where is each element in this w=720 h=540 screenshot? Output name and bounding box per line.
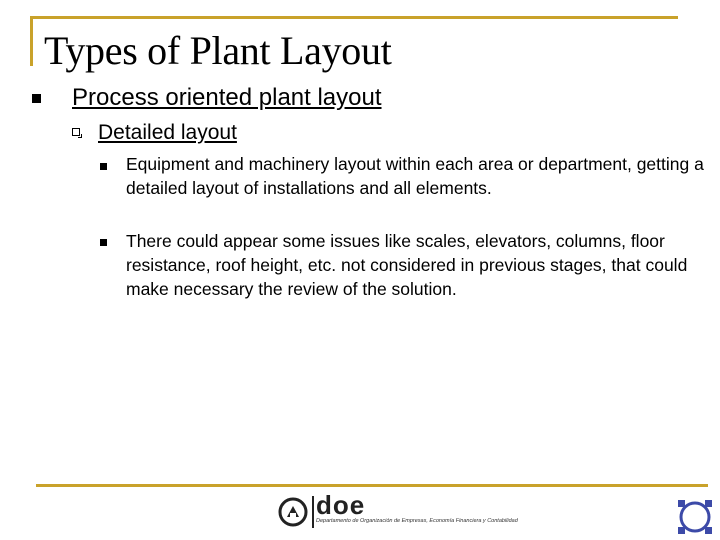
footer-line — [36, 484, 708, 487]
level3-item: Equipment and machinery layout within each area or department, getting a detailed layout of installations and all elements. — [126, 154, 704, 198]
title-frame-top-line — [30, 16, 678, 19]
department-logo — [278, 490, 518, 529]
logo-separator — [312, 496, 314, 528]
level2-item: Detailed layout — [98, 121, 237, 144]
logo-wordmark: doe — [316, 490, 366, 520]
level3-item: There could appear some issues like scales, elevators, columns, floor resistance, roof height, etc. not considered in previous stages, that could make necessary the review of the solution. — [126, 231, 688, 299]
level3-bullet-icon — [100, 163, 107, 170]
corner-circle-icon — [676, 498, 714, 536]
slide-title: Types of Plant Layout — [44, 28, 392, 73]
logo-emblem-icon — [278, 497, 308, 527]
title-frame-left-line — [30, 16, 33, 66]
level3-bullet-icon — [100, 239, 107, 246]
level1-item: Process oriented plant layout — [72, 84, 382, 111]
level1-bullet-icon — [32, 94, 41, 103]
logo-tagline: Departamento de Organización de Empresas, Economía Financiera y Contabilidad — [316, 518, 518, 524]
level2-bullet-icon — [72, 128, 80, 136]
